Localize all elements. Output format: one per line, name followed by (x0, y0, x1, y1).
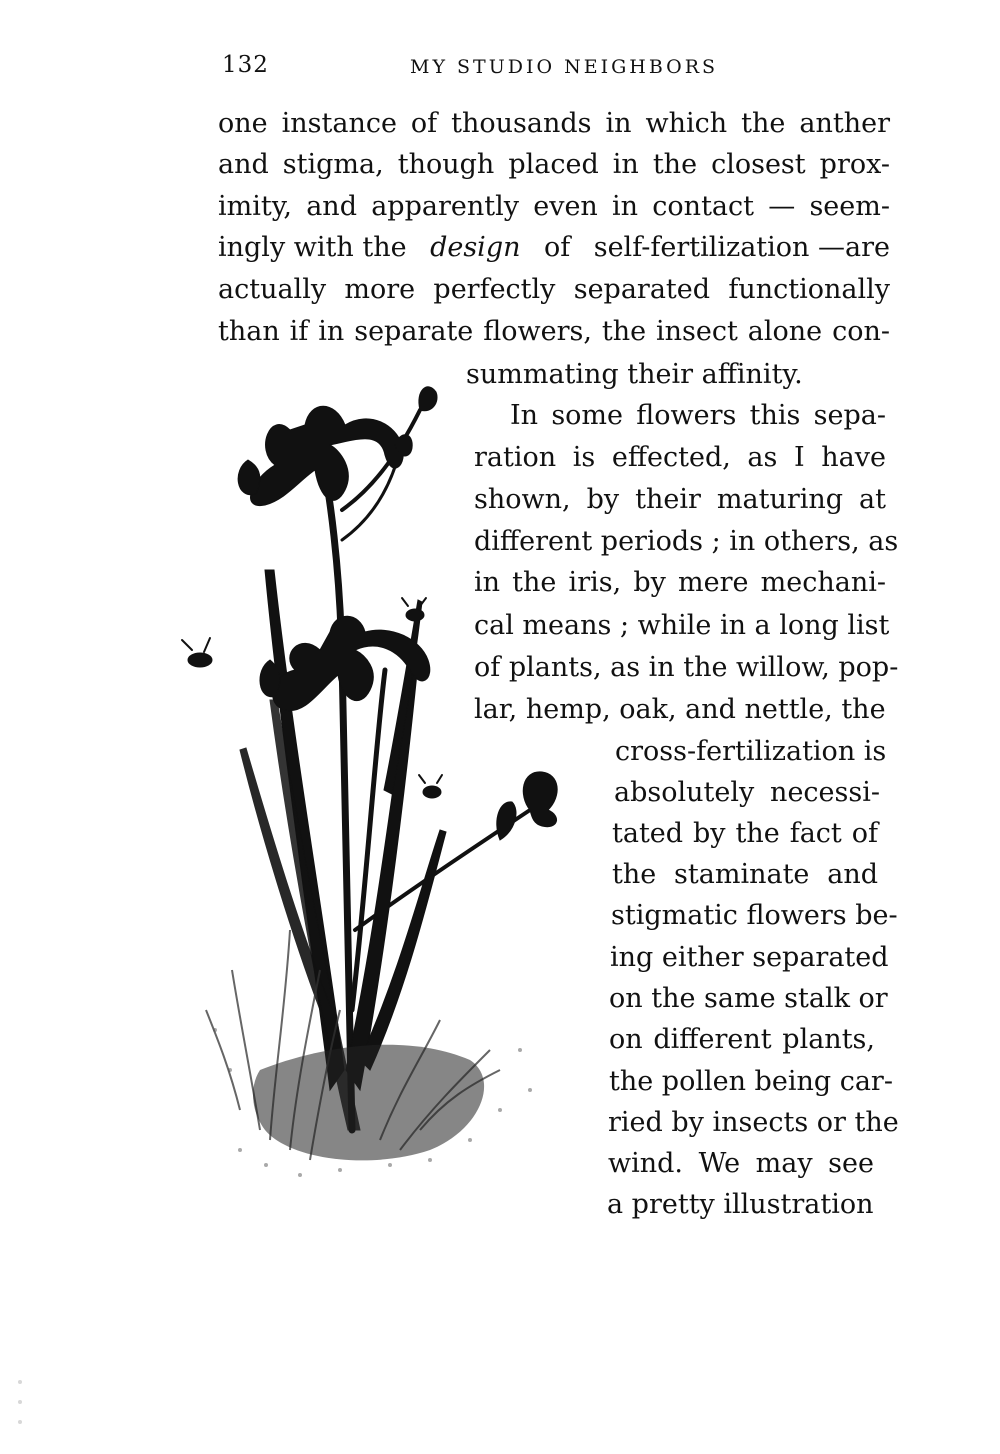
text-line-4-suffix: of (543, 232, 571, 263)
running-title: MY STUDIO NEIGHBORS (410, 56, 719, 78)
text-line-20: stigmatic flowers be- (611, 900, 898, 931)
text-line-8: In some flowers this sepa- (510, 400, 886, 431)
text-line-4-end: self-fertilization —are (593, 232, 890, 263)
text-line-17: absolutely necessi- (614, 777, 880, 808)
text-line-4-prefix: ingly with the (218, 232, 407, 263)
text-line-4 (218, 228, 890, 268)
text-line-11: different periods ; in others, as (474, 526, 899, 557)
bee-middle (402, 598, 426, 621)
text-line-26: wind. We may see (608, 1148, 874, 1179)
running-header (0, 52, 1000, 86)
text-line-1: one instance of thousands in which the anther (218, 108, 890, 139)
side-bud (497, 802, 516, 840)
text-line-2: and stigma, though placed in the closest prox- (218, 149, 890, 180)
text-line-6: than if in separate flowers, the insect alone con- (218, 316, 890, 347)
top-flower (251, 406, 404, 505)
text-line-24: the pollen being car- (609, 1066, 893, 1097)
text-line-14: of plants, as in the willow, pop- (474, 652, 899, 683)
text-line-15: lar, hemp, oak, and nettle, the (474, 694, 886, 725)
iris-illustration (170, 370, 610, 1190)
margin-speck (18, 1420, 22, 1424)
text-line-10: shown, by their maturing at (474, 484, 886, 515)
text-line-25: ried by insects or the (608, 1107, 899, 1138)
text-line-12: in the iris, by mere mechani- (474, 567, 886, 598)
text-line-22: on the same stalk or (609, 983, 888, 1014)
text-line-7: summating their affinity. (466, 359, 803, 390)
text-line-9: ration is effected, as I have (474, 442, 886, 473)
text-line-27: a pretty illustration (607, 1189, 874, 1220)
text-line-18: tated by the fact of (612, 818, 878, 849)
margin-speck (18, 1380, 22, 1384)
text-line-16: cross-fertilization is (615, 736, 887, 767)
text-line-19: the staminate and (612, 859, 878, 890)
side-flower (523, 772, 557, 827)
margin-speck (18, 1400, 22, 1404)
page-number: 132 (222, 52, 269, 78)
text-line-23: on different plants, (609, 1024, 875, 1055)
text-line-13: cal means ; while in a long list (474, 610, 890, 641)
text-line-21: ing either separated (610, 942, 889, 973)
bee-left (182, 638, 212, 667)
text-line-3: imity, and apparently even in contact — seem- (218, 191, 890, 222)
design-emphasis: design (430, 232, 521, 263)
text-line-5: actually more perfectly separated functionally (218, 274, 890, 305)
ground-wash (253, 1045, 484, 1161)
bee-right (419, 775, 442, 798)
upper-bud (419, 387, 437, 411)
top-petal-left (238, 460, 260, 495)
